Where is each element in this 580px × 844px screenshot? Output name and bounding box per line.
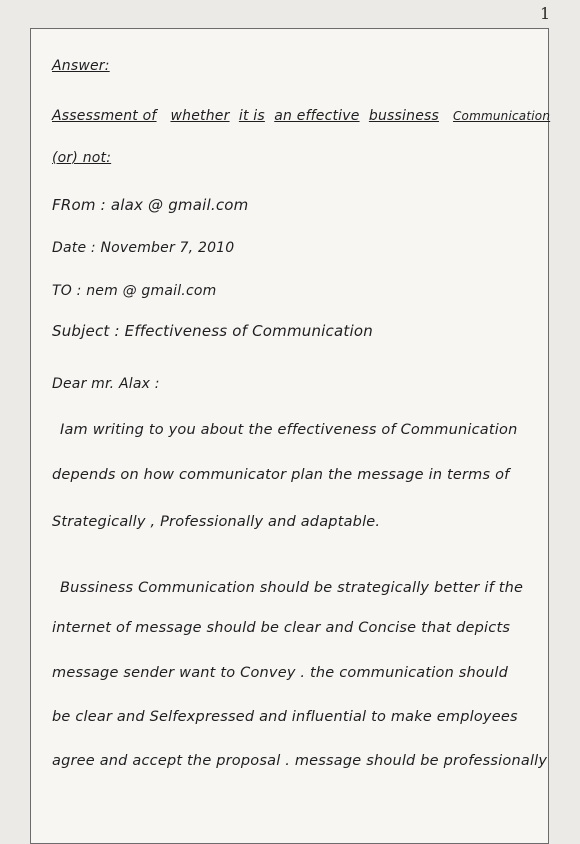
email-date: Date : November 7, 2010 [52,240,235,256]
paragraph-1-line: Strategically , Professionally and adaptable. [52,514,381,530]
paragraph-2-line: be clear and Selfexpressed and influential to make employees [52,709,518,725]
assessment-word: whether [170,108,230,124]
page-number: 1 [540,4,551,23]
assessment-word: Assessment of [52,108,157,124]
answer-heading: Answer: [52,58,110,74]
email-from: FRom : alax @ gmail.com [52,196,249,214]
email-subject: Subject : Effectiveness of Communication [52,322,373,340]
paragraph-2-line: Bussiness Communication should be strategically better if the [60,580,524,596]
paragraph-1-line: depends on how communicator plan the message in terms of [52,467,510,483]
email-to: TO : nem @ gmail.com [52,283,217,299]
paragraph-2-line: agree and accept the proposal . message should be professionally [52,753,548,769]
assessment-word: it is [238,108,265,124]
assessment-word: an effective [274,108,360,124]
assessment-word: bussiness [368,108,440,124]
paragraph-2-line: message sender want to Convey . the communication should [52,665,509,681]
email-salutation: Dear mr. Alax : [52,376,160,392]
paragraph-2-line: internet of message should be clear and Concise that depicts [52,620,511,636]
assessment-line-2: (or) not: [52,150,112,166]
assessment-word: Communication [452,109,551,123]
paragraph-1-line: Iam writing to you about the effectiveness of Communication [60,422,518,438]
assessment-line-1 [52,108,550,124]
